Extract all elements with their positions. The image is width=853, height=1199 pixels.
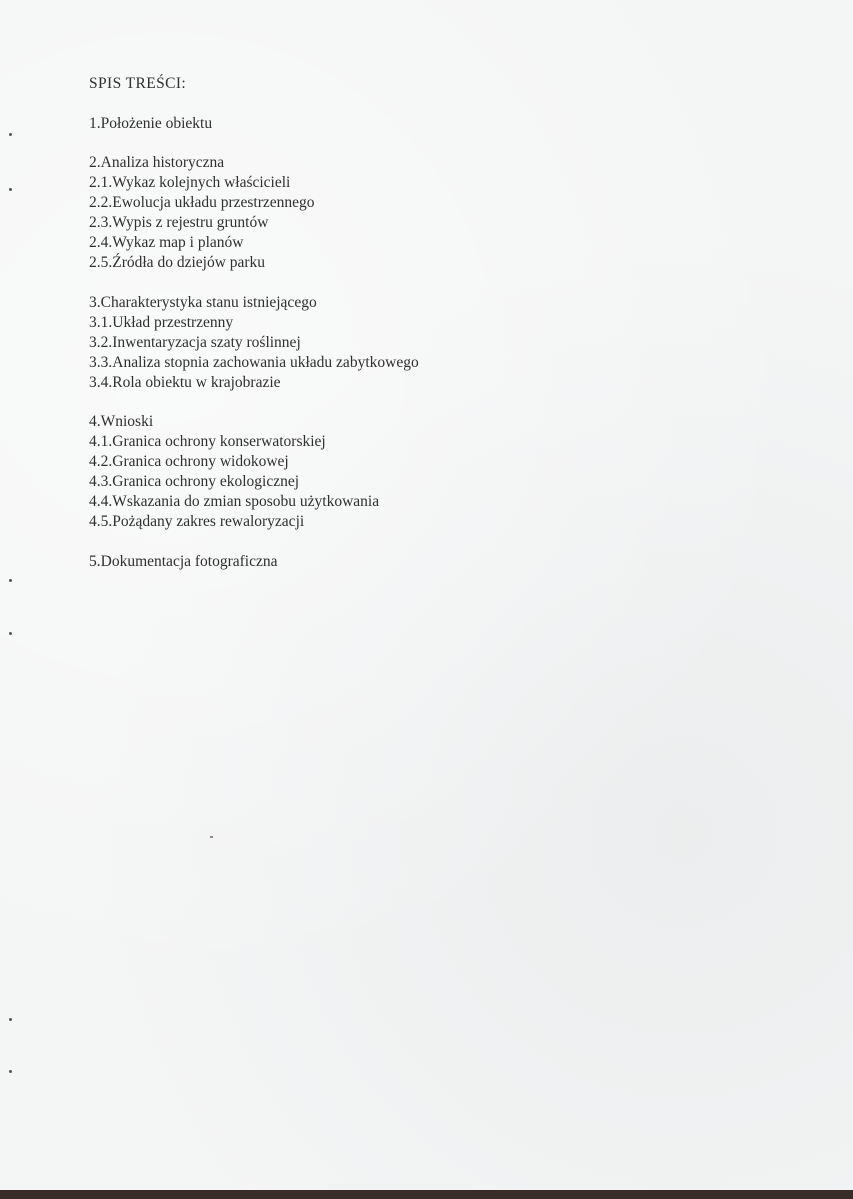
toc-entry-2-1: 2.1.Wykaz kolejnych właścicieli (89, 174, 291, 191)
toc-entry-4-4: 4.4.Wskazania do zmian sposobu użytkowania (89, 493, 380, 510)
toc-entry-4-5: 4.5.Pożądany zakres rewaloryzacji (89, 513, 305, 530)
toc-entry-2: 2.Analiza historyczna (89, 154, 225, 171)
toc-entry-3-4: 3.4.Rola obiektu w krajobrazie (89, 374, 281, 391)
toc-entry-3: 3.Charakterystyka stanu istniejącego (89, 294, 317, 311)
punch-mark (9, 632, 12, 635)
punch-mark (9, 133, 12, 136)
toc-entry-4: 4.Wnioski (89, 413, 154, 430)
toc-title: SPIS TREŚCI: (89, 75, 187, 92)
toc-entry-3-1: 3.1.Układ przestrzenny (89, 314, 234, 331)
toc-entry-1: 1.Położenie obiektu (89, 115, 213, 132)
toc-entry-4-1: 4.1.Granica ochrony konserwatorskiej (89, 433, 326, 450)
toc-entry-2-4: 2.4.Wykaz map i planów (89, 234, 244, 251)
toc-entry-2-2: 2.2.Ewolucja układu przestrzennego (89, 194, 315, 211)
scan-bottom-edge (0, 1190, 853, 1199)
toc-entry-3-3: 3.3.Analiza stopnia zachowania układu zabytkowego (89, 354, 419, 371)
scan-speck (210, 836, 213, 838)
punch-mark (9, 1018, 12, 1021)
toc-entry-2-3: 2.3.Wypis z rejestru gruntów (89, 214, 269, 231)
toc-entry-4-2: 4.2.Granica ochrony widokowej (89, 453, 289, 470)
toc-entry-4-3: 4.3.Granica ochrony ekologicznej (89, 473, 300, 490)
toc-entry-2-5: 2.5.Źródła do dziejów parku (89, 254, 266, 271)
toc-entry-3-2: 3.2.Inwentaryzacja szaty roślinnej (89, 334, 301, 351)
punch-mark (9, 188, 12, 191)
punch-mark (9, 579, 12, 582)
toc-entry-5: 5.Dokumentacja fotograficzna (89, 553, 278, 570)
punch-mark (9, 1070, 12, 1073)
